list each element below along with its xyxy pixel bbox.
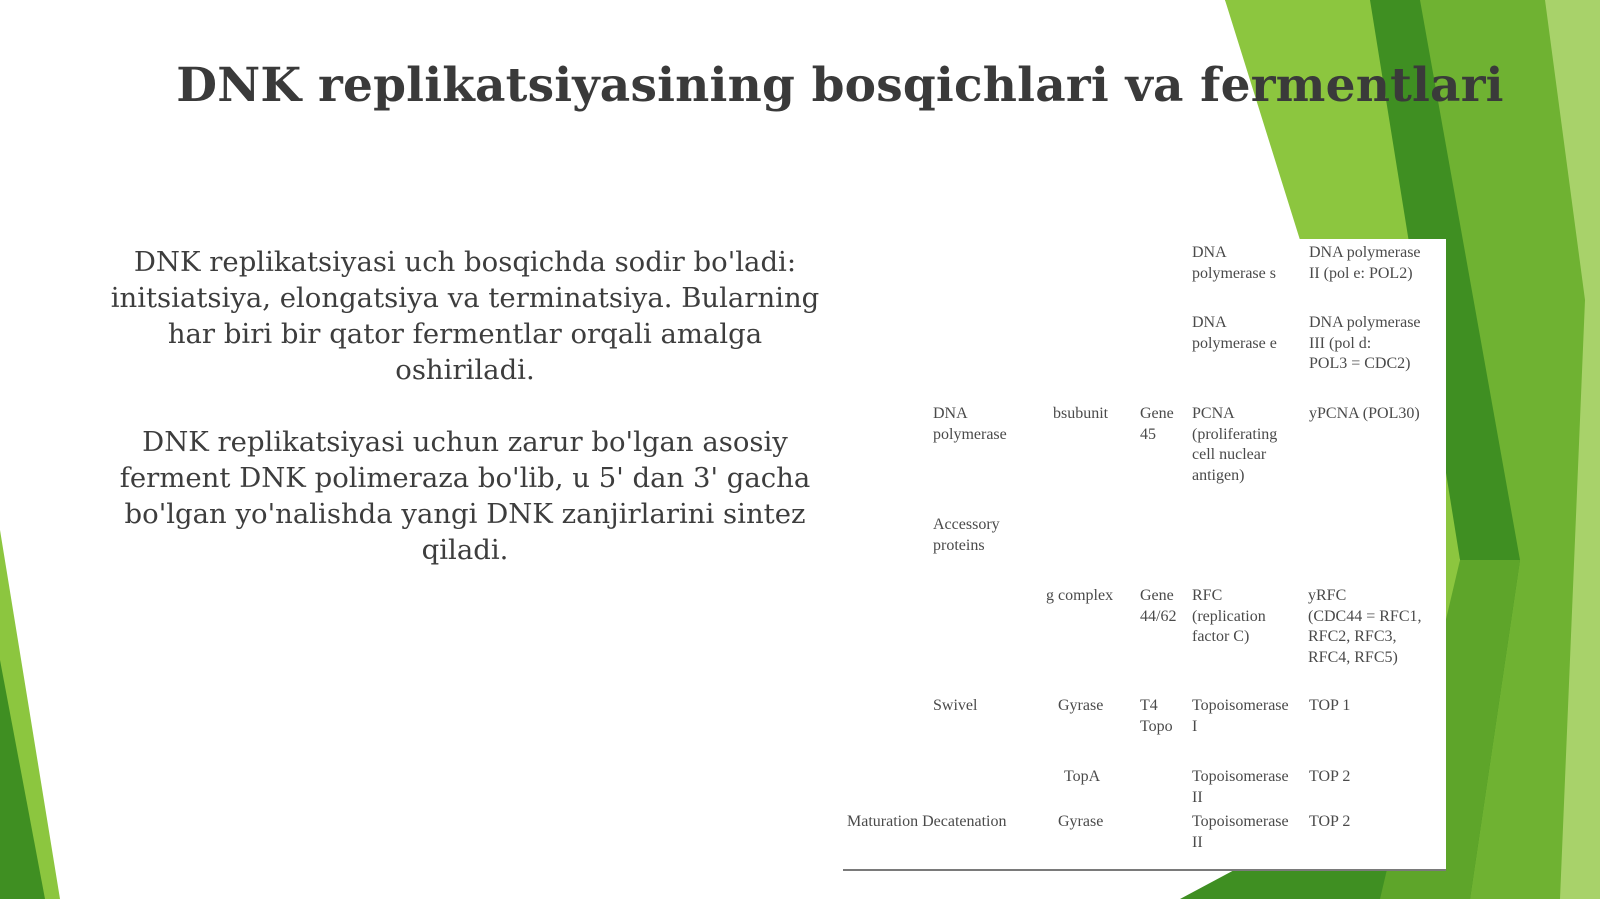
table-cell: TOP 2: [1309, 813, 1351, 830]
paragraph-2: DNK replikatsiyasi uchun zarur bo'lgan asosiy ferment DNK polimeraza bo'lib, u 5' dan 3' gacha bo'lgan yo'nalishda yangi DNK zanjirlarini sintez qiladi.: [119, 426, 811, 566]
table-cell: TopA: [1064, 768, 1101, 785]
body-text: [110, 244, 820, 604]
table-cell: Gyrase: [1058, 697, 1104, 714]
table-cell: Topoisomerase II: [1192, 768, 1289, 806]
slide-title: DNK replikatsiyasining bosqichlari va fermentlari: [176, 58, 1504, 113]
table-cell: TOP 2: [1309, 768, 1351, 785]
table-cell: Gene 45: [1140, 405, 1174, 443]
paragraph-1: DNK replikatsiyasi uch bosqichda sodir bo'ladi: initsiatsiya, elongatsiya va terminatsiya. Bularning har biri bir qator fermentlar orqali amalga oshiriladi.: [110, 246, 820, 386]
table-cell: yPCNA (POL30): [1309, 405, 1420, 422]
table-cell: DNA polymerase e: [1192, 314, 1277, 352]
enzyme-table: [843, 239, 1446, 871]
table-cell: TOP 1: [1309, 697, 1351, 714]
table-bottom-rule: [843, 869, 1446, 871]
table-cell: RFC (replication factor C): [1192, 587, 1266, 645]
table-cell: g complex: [1046, 587, 1114, 604]
table-cell: DNA polymerase: [933, 405, 1007, 443]
table-cell: yRFC (CDC44 = RFC1, RFC2, RFC3, RFC4, RFC5): [1308, 587, 1422, 666]
table-cell: DNA polymerase III (pol d: POL3 = CDC2): [1309, 314, 1421, 372]
table-cell: PCNA (proliferating cell nuclear antigen): [1192, 405, 1278, 484]
table-cell: Maturation Decatenation: [847, 813, 1007, 830]
table-cell: Topoisomerase II: [1192, 813, 1289, 851]
table-cell: Gyrase: [1058, 813, 1104, 830]
table-cell: T4 Topo: [1140, 697, 1173, 735]
table-cell: Topoisomerase I: [1192, 697, 1289, 735]
table-cell: Swivel: [933, 697, 978, 714]
table-cell: Gene 44/62: [1140, 587, 1177, 625]
table-cell: DNA polymerase s: [1192, 244, 1276, 282]
table-cell: Accessory proteins: [933, 516, 1000, 554]
table-cell: DNA polymerase II (pol e: POL2): [1309, 244, 1421, 282]
table-cell: bsubunit: [1053, 405, 1109, 422]
